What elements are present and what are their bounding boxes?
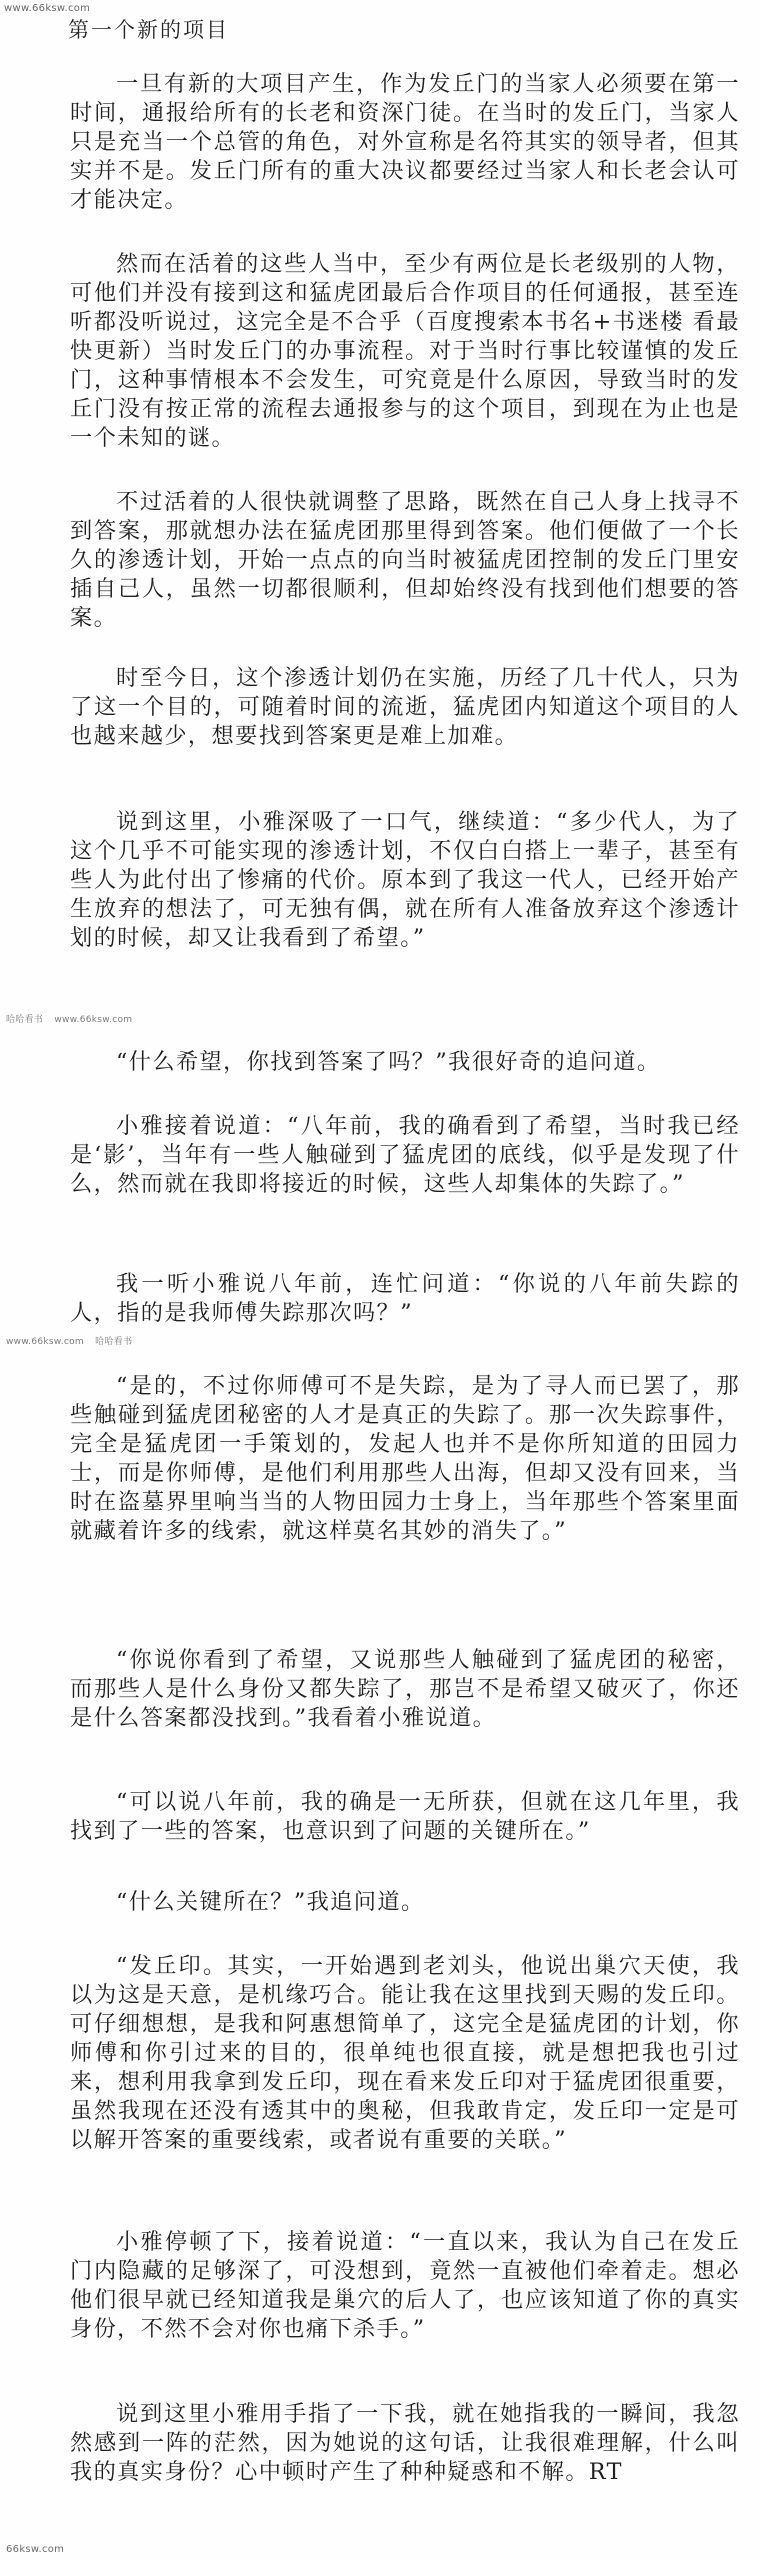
paragraph-2: 然而在活着的这些人当中，至少有两位是长老级别的人物，可他们并没有接到这和猛虎团最后合作项目的任何通报，甚至连听都没听说过，这完全是不合乎（百度搜索本书名+书迷楼 看最快更新）当时发丘门的办事流程。对于当时行事比较谨慎的发丘门，这种事情根本不会发生，可究竟是什么原因，导致当时的发丘门没有按正常的流程去通报参与的这个项目，到现在为止也是一个未知的谜。 — [70, 251, 740, 451]
watermark-text: www.66ksw.com — [54, 1015, 133, 1025]
paragraph-12: “什么关键所在？”我追问道。 — [116, 1889, 425, 1915]
paragraph-4: 时至今日，这个渗透计划仍在实施，历经了几十代人，只为了这一个目的，可随着时间的流逝，猛虎团内知道这个项目的人也越来越少，想要找到答案更是难上加难。 — [70, 665, 740, 749]
paragraph-7: 小雅接着说道：“八年前，我的确看到了希望，当时我已经是‘影’，当年有一些人触碰到了猛虎团的底线，似乎是发现了什么，然而就在我即将接近的时候，这些人却集体的失踪了。” — [70, 1113, 740, 1197]
paragraph-15: 说到这里小雅用手指了一下我，就在她指我的一瞬间，我忽然感到一阵的茫然，因为她说的这句话，让我很难理解，什么叫我的真实身份？心中顿时产生了种种疑惑和不解。RT — [70, 2401, 740, 2485]
paragraph-11: “可以说八年前，我的确是一无所获，但就在这几年里，我找到了一些的答案，也意识到了问题的关键所在。” — [70, 1789, 740, 1844]
paragraph-1: 一旦有新的大项目产生，作为发丘门的当家人必须要在第一时间，通报给所有的长老和资深门徒。在当时的发丘门，当家人只是充当一个总管的角色，对外宣称是名符其实的领导者，但其实并不是。发丘门所有的重大决议都要经过当家人和长老会认可才能决定。 — [70, 71, 740, 213]
watermark-text: 哈哈看书 — [6, 1015, 44, 1025]
paragraph-3: 不过活着的人很快就调整了思路，既然在自己人身上找寻不到答案，那就想办法在猛虎团那里得到答案。他们便做了一个长久的渗透计划，开始一点点的向当时被猛虎团控制的发丘门里安插自己人，虽然一切都很顺利，但却始终没有找到他们想要的答案。 — [70, 489, 740, 631]
paragraph-14: 小雅停顿了下，接着说道：“一直以来，我认为自己在发丘门内隐藏的足够深了，可没想到，竟然一直被他们牵着走。想必他们很早就已经知道我是巢穴的后人了，也应该知道了你的真实身份，不然不会对你也痛下杀手。” — [70, 2229, 740, 2342]
paragraph-8: 我一听小雅说八年前，连忙问道：“你说的八年前失踪的人，指的是我师傅失踪那次吗？” — [70, 1271, 740, 1326]
watermark-bottom: 66ksw.com — [6, 2544, 65, 2555]
paragraph-5: 说到这里，小雅深吸了一口气，继续道：“多少代人，为了这个几乎不可能实现的渗透计划，不仅白白搭上一辈子，甚至有些人为此付出了惨痛的代价。原本到了我这一代人，已经开始产生放弃的想法了，可无独有偶，就在所有人准备放弃这个渗透计划的时候，却又让我看到了希望。” — [70, 809, 740, 951]
paragraph-6: “什么希望，你找到答案了吗？”我很好奇的追问道。 — [116, 1049, 661, 1075]
watermark-text: www.66ksw.com — [6, 1337, 84, 1347]
chapter-heading: 第一个新的项目 — [68, 18, 229, 42]
watermark-inline-a — [6, 1012, 132, 1025]
watermark-inline-b — [6, 1334, 132, 1347]
watermark-top: www.66ksw.com — [4, 3, 91, 14]
paragraph-13: “发丘印。其实，一开始遇到老刘头，他说出巢穴天使，我以为这是天意，是机缘巧合。能让我在这里找到天赐的发丘印。可仔细想想，是我和阿惠想简单了，这完全是猛虎团的计划，你师傅和你引过来的目的，很单纯也很直接，就是想把我也引过来，想利用我拿到发丘印，现在看来发丘印对于猛虎团很重要，虽然我现在还没有透其中的奥秘，但我敢肯定，发丘印一定是可以解开答案的重要线索，或者说有重要的关联。” — [70, 1953, 740, 2153]
paragraph-10: “你说你看到了希望，又说那些人触碰到了猛虎团的秘密，而那些人是什么身份又都失踪了，那岂不是希望又破灭了，你还是什么答案都没找到。”我看着小雅说道。 — [70, 1647, 740, 1731]
paragraph-9: “是的，不过你师傅可不是失踪，是为了寻人而已罢了，那些触碰到猛虎团秘密的人才是真正的失踪了。那一次失踪事件，完全是猛虎团一手策划的，发起人也并不是你所知道的田园力士，而是你师傅，是他们利用那些人出海，但却又没有回来，当时在盗墓界里响当当的人物田园力士身上，当年那些个答案里面就藏着许多的线索，就这样莫名其妙的消失了。” — [70, 1373, 740, 1544]
watermark-text: 哈哈看书 — [95, 1337, 133, 1347]
